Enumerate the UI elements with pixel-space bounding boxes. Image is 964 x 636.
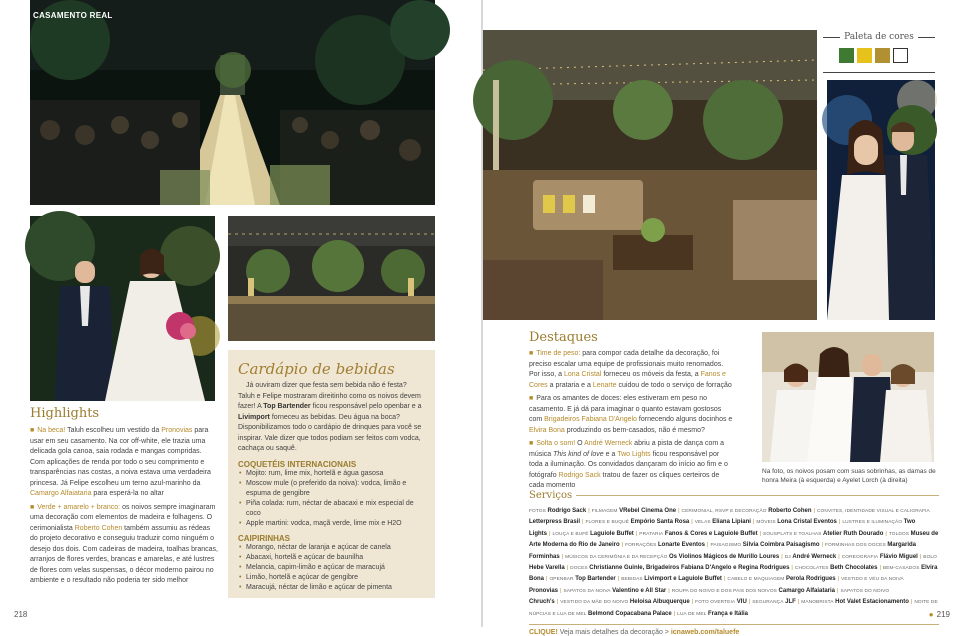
service-vendor: André Werneck — [792, 553, 837, 560]
bullet-icon: ■ — [529, 350, 534, 357]
bar-photo — [228, 216, 435, 341]
paragraph-item — [30, 503, 218, 587]
servicos-title: Serviços — [529, 490, 573, 501]
separator: | — [781, 553, 783, 560]
service-category: FILMAGEM — [591, 509, 618, 514]
service-category: TOLDOS — [888, 531, 910, 537]
separator: | — [556, 599, 559, 606]
service-vendor: JLF — [785, 599, 796, 606]
text-segment: forneceu as bebidas. Deu água na boca? Disponibilizamos todo o cardápio de drinques para você se inspirar. Vale dizer que todos podiam ser feitos com vodca, cachaça ou saquê. — [238, 413, 422, 452]
service-vendor: Belmond Copacabana Palace — [588, 610, 672, 617]
service-category: NOITE DE NÚPCIAS E LUA DE MEL — [529, 600, 938, 617]
service-vendor: França e Itália — [708, 610, 749, 617]
service-category: COREOGRAFIA — [841, 554, 879, 560]
text-segment: e a — [603, 450, 618, 458]
service-vendor: Rodrigo Sack — [547, 508, 587, 514]
separator: | — [791, 565, 793, 572]
text-segment: ficou responsável por toda a iluminação. Os convidados dançaram do início ao fim e o fotógrafo — [529, 450, 728, 479]
separator: | — [910, 599, 913, 606]
drinks-section-title: COQUETÉIS INTERNACIONAIS — [238, 459, 357, 469]
separator: | — [621, 542, 624, 549]
service-category: PAISAGISMO — [710, 543, 742, 549]
service-category: CHOCOLATES — [794, 566, 829, 572]
destaques-section — [529, 330, 734, 495]
separator: | — [821, 542, 823, 549]
separator: | — [919, 553, 922, 560]
text-segment: Livimport — [238, 413, 270, 421]
highlights-list — [30, 426, 218, 587]
clique-text: Veja mais detalhes da decoração > — [557, 629, 671, 636]
service-category: SEGURANÇA — [752, 600, 784, 606]
page-number-right — [929, 610, 950, 619]
service-category: FOTOS — [529, 509, 546, 514]
separator: | — [837, 576, 840, 583]
service-category: BEBIDAS — [621, 577, 643, 583]
service-vendor: Valentino e All Star — [612, 587, 667, 594]
service-category: SAPATOS DA NOIVA — [563, 588, 611, 594]
bullet-icon: ■ — [30, 503, 35, 511]
service-category: VESTIDO E VÉU DA NOIVA — [841, 577, 904, 583]
service-vendor: Perola Rodrigues — [785, 576, 836, 583]
service-vendor: Flávio Miguel — [879, 553, 918, 560]
service-vendor: Eliana Lipiani — [712, 519, 751, 526]
supplier-name: Brigadeiros Fabiana D'Angelo — [544, 416, 637, 423]
paragraph-item — [30, 426, 218, 500]
service-vendor: Lona Cristal Eventos — [777, 519, 837, 526]
drinks-menu-sections — [238, 460, 425, 593]
service-vendor: Camargo Alfaiataria — [778, 587, 836, 594]
bullet-icon: ■ — [529, 440, 534, 447]
separator: | — [723, 576, 726, 583]
separator: | — [673, 610, 676, 617]
drink-item: • Piña colada: rum, néctar de abacaxi e mix especial de coco — [238, 499, 425, 519]
service-vendor: Beth Chocolates — [830, 565, 878, 572]
separator: | — [582, 519, 584, 526]
bullet-icon: ■ — [30, 427, 35, 434]
service-vendor: Fanos & Cores e Laguiole Buffet — [664, 530, 758, 537]
text-segment: produzindo os bem-casados, não é mesmo? — [564, 426, 705, 434]
supplier-name: Lona Cristal — [564, 371, 602, 378]
text-segment: para usar em seu casamento. Na cor off-white, ele trazia uma delicada gola canoa, saia rodada e mangas compridas. Com aplicações de renda por todo o seu comprimento e transparências nas costas, a noiva estava uma verdadeira princesa. Já Felipe escolheu um terno azul-marinho da — [30, 427, 211, 487]
service-vendor: Two Lights — [529, 519, 916, 537]
text-segment: Taluh escolheu um vestido da — [65, 427, 162, 434]
service-vendor: Top Bartender — [575, 576, 616, 583]
service-category: CABELO E MAQUIAGEM — [727, 577, 785, 583]
separator: | — [561, 553, 564, 560]
separator: | — [588, 508, 590, 514]
destaques-title: Destaques — [529, 330, 598, 345]
separator: | — [635, 530, 638, 537]
text-segment: tratou de fazer os cliques certeiros de cada momento — [529, 471, 720, 489]
service-vendor: Hebe Varella — [529, 565, 565, 572]
service-category: MÓVEIS — [756, 520, 776, 526]
section-tag — [20, 10, 113, 21]
service-category: FOTO OVERTEIA — [695, 600, 736, 606]
text-segment: a prataria e a — [547, 381, 593, 389]
palette-title: Paleta de cores — [844, 32, 914, 42]
service-vendor: Margarida Forminhas — [529, 542, 917, 560]
drink-item: • Mojito: rum, lime mix, hortelã e água gasosa — [238, 469, 425, 479]
service-category: SOUSPLATS E TOALHAS — [763, 531, 822, 537]
couple-photo — [30, 216, 215, 401]
service-category: FLORES E BUQUÊ — [585, 520, 629, 526]
highlights-title: Highlights — [30, 406, 100, 421]
color-swatch — [857, 48, 872, 63]
text-segment: para esperá-la no altar — [91, 490, 164, 497]
service-vendor: Os Violinos Mágicos de Murillo Loures — [668, 553, 780, 560]
text-segment: Top Bartender — [263, 403, 311, 410]
supplier-name: Elvira Bona — [529, 426, 565, 434]
service-vendor: Heloisa Albuquerque — [629, 599, 690, 606]
clique-link[interactable]: icnaweb.com/taluefe — [670, 629, 740, 636]
text-segment: This kind of love — [553, 450, 604, 458]
service-vendor: Letterpress Brasil — [529, 519, 581, 526]
service-vendor: VIU — [736, 599, 747, 606]
lounge-photo — [483, 30, 817, 320]
service-vendor: Empório Santa Rosa — [630, 519, 690, 526]
clique-lead: CLIQUE! — [529, 629, 558, 636]
color-swatch — [839, 48, 854, 63]
bullet-icon: ■ — [529, 395, 534, 402]
right-page — [483, 0, 964, 636]
servicos-list — [529, 506, 939, 620]
service-category: DOCES — [570, 566, 588, 572]
destaques-list — [529, 349, 734, 492]
drinks-menu-box — [228, 350, 435, 598]
service-vendor: Hot Valet Estacionamento — [835, 599, 909, 606]
service-category: SAPATOS DO NOIVO — [840, 588, 890, 594]
drink-item: • Moscow mule (o preferido da noiva): vodca, limão e espuma de gengibre — [238, 479, 425, 499]
drink-item: • Limão, hortelã e açúcar de gengibre — [238, 573, 425, 583]
drink-item: • Abacaxi, hortelã e açúcar de baunilha — [238, 553, 425, 563]
page-number-marker-icon: ● — [928, 610, 934, 619]
drinks-menu-title: Cardápio de bebidas — [238, 360, 395, 378]
paragraph-lead: Verde + amarelo + branco: — [37, 503, 121, 511]
service-category: VESTIDO DA MÃE DO NOIVO — [560, 600, 629, 606]
service-category: CONVITES, IDENTIDADE VISUAL E CALIGRAFIA — [816, 509, 930, 514]
clique-line — [529, 629, 939, 636]
service-vendor: Chruch's — [529, 599, 555, 606]
separator: | — [678, 508, 680, 514]
text-segment: ficou responsável pelo openbar e a — [310, 403, 422, 410]
text-segment: fornecendo alguns docinhos e — [636, 416, 733, 423]
drink-item: • Melancia, capim-limão e açúcar de maracujá — [238, 563, 425, 573]
service-category: MÚSICOS DA CERIMÔNIA E DA RECEPÇÃO — [565, 554, 668, 560]
service-vendor: Roberto Cohen — [768, 508, 812, 514]
separator: | — [759, 530, 762, 537]
service-category: FORMINHAS DOS DOCES — [824, 543, 886, 549]
text-segment: também assumiu as rédeas do projeto decorativo e conseguiu traduzir como ninguém o desejo dos dois. Com cadeiras de madeira, toalhas brancas, arranjos de flores verdes, brancas e amarelas, e até lustres de flores com velas suspensas, o décor moderno pairou no ambiente e o resultado não poderia ter sido melhor — [30, 524, 218, 584]
service-vendor: Museu de Arte Moderna do Rio de Janeiro — [529, 530, 939, 549]
paragraph-item — [529, 439, 734, 492]
service-vendor: Atelier Ruth Dourado — [823, 530, 884, 537]
drinks-section-title: CAIPIRINHAS — [238, 533, 291, 543]
text-segment: para compor cada detalhe da decoração, foi preciso escalar uma equipe de profissionais muito renomados. Por isso, a — [529, 350, 724, 378]
separator: | — [838, 519, 841, 526]
left-page — [0, 0, 481, 627]
separator: | — [617, 576, 620, 583]
separator: | — [879, 565, 881, 572]
photo-caption: Na foto, os noivos posam com suas sobrinhas, as damas de honra Meira (à esquerda) e Ayelet Lorch (à direita) — [762, 468, 936, 484]
service-vendor: Christianne Guinle, Brigadeiros Fabiana D'Angelo e Regina Rodrigues — [589, 565, 790, 572]
text-segment: Para os amantes de doces: eles estiveram em peso no casamento. E já dá para imaginar o quanto estavam gostosos com — [529, 395, 722, 423]
service-category: DJ — [784, 554, 791, 560]
service-category: LOUÇA E BUFÊ — [552, 531, 589, 537]
separator: | — [691, 599, 694, 606]
service-vendor: Silvia Coimbra Paisagismo — [742, 542, 820, 549]
service-category: BOLO — [923, 554, 938, 560]
separator: | — [549, 530, 551, 537]
supplier-name: Camargo Alfaiataria — [30, 490, 92, 497]
page-number-right-value: 219 — [936, 610, 950, 619]
highlights-section — [30, 406, 218, 590]
service-vendor: Laguiole Buffet — [590, 530, 634, 537]
ceremony-photo — [30, 0, 435, 205]
supplier-name: Fanos e Cores — [529, 371, 726, 389]
service-vendor: Lonarte Eventos — [658, 542, 706, 549]
text-segment: forneceu os móveis da festa, a — [601, 371, 701, 378]
paragraph-item — [529, 394, 734, 436]
magazine-logo-icon: Ç — [21, 12, 28, 19]
text-segment: abriu a pista de dança com a música — [529, 440, 725, 458]
drink-item: • Apple martini: vodca, maçã verde, lime mix e H2O — [238, 519, 425, 529]
color-swatch — [875, 48, 890, 63]
supplier-name: Lenarte — [592, 381, 617, 389]
text-segment: os noivos sempre imaginaram uma decoração com elementos de madeira e folhagens. O cerimonialista — [30, 503, 216, 532]
separator: | — [546, 576, 548, 583]
text-segment: O — [575, 440, 585, 447]
service-category: PRATARIA — [639, 531, 664, 537]
service-category: LUSTRES E ILUMINAÇÃO — [842, 520, 903, 526]
paragraph-lead: Solta o som! — [536, 440, 576, 447]
separator: | — [560, 587, 562, 594]
text-segment: Já ouviram dizer que festa sem bebida não é festa? Taluh e Felipe mostraram direitinho como os noivos devem fazer! A — [238, 382, 421, 410]
separator: | — [691, 519, 693, 526]
section-tag-label: CASAMENTO REAL — [33, 11, 113, 20]
separator: | — [707, 542, 709, 549]
service-category: VELAS — [694, 520, 711, 526]
service-category: CERIMONIAL, RSVP E DECORAÇÃO — [681, 509, 767, 514]
service-vendor: Elvira Bona — [529, 565, 938, 583]
service-category: BEM-CASADOS — [882, 566, 920, 572]
text-segment: cuidou de todo o serviço de forração — [616, 381, 732, 389]
paragraph-item — [529, 349, 734, 391]
separator: | — [837, 587, 839, 594]
drink-item: • Morango, néctar de laranja e açúcar de canela — [238, 543, 425, 553]
separator: | — [668, 587, 670, 594]
servicos-section — [529, 490, 939, 636]
service-vendor: Livimport e Laguiole Buffet — [644, 576, 722, 583]
supplier-name: Rodrigo Sack — [558, 471, 601, 479]
portrait-photo — [827, 80, 935, 320]
separator: | — [885, 530, 887, 537]
service-category: MANOBRISTA — [801, 600, 834, 606]
separator: | — [748, 599, 751, 606]
drinks-menu-intro — [238, 381, 425, 455]
supplier-name: Roberto Cohen — [74, 524, 123, 532]
service-vendor: VRebel Cinema One — [619, 508, 677, 514]
supplier-name: Pronovias — [161, 427, 193, 434]
service-category: LUA DE MEL — [677, 611, 707, 617]
color-swatch — [893, 48, 908, 63]
separator: | — [813, 508, 815, 514]
separator: | — [752, 519, 755, 526]
separator: | — [838, 553, 840, 560]
color-palette — [823, 32, 935, 73]
family-photo — [762, 332, 934, 462]
separator: | — [797, 599, 800, 606]
separator: | — [566, 565, 569, 572]
palette-swatches — [839, 48, 935, 68]
service-category: FORRAÇÕES — [625, 543, 657, 549]
paragraph-lead: Time de peso: — [536, 350, 581, 357]
paragraph-lead: Na beca! — [37, 427, 66, 434]
service-vendor: Pronovias — [529, 587, 559, 594]
supplier-name: André Werneck — [584, 440, 633, 447]
drink-item: • Maracujá, néctar de limão e açúcar de pimenta — [238, 583, 425, 593]
supplier-name: Two Lights — [617, 450, 651, 458]
service-category: ROUPA DO NOIVO E DOS PAIS DOS NOIVOS — [671, 588, 777, 594]
service-category: OPENBAR — [549, 577, 574, 583]
page-number-left: 218 — [14, 610, 28, 619]
